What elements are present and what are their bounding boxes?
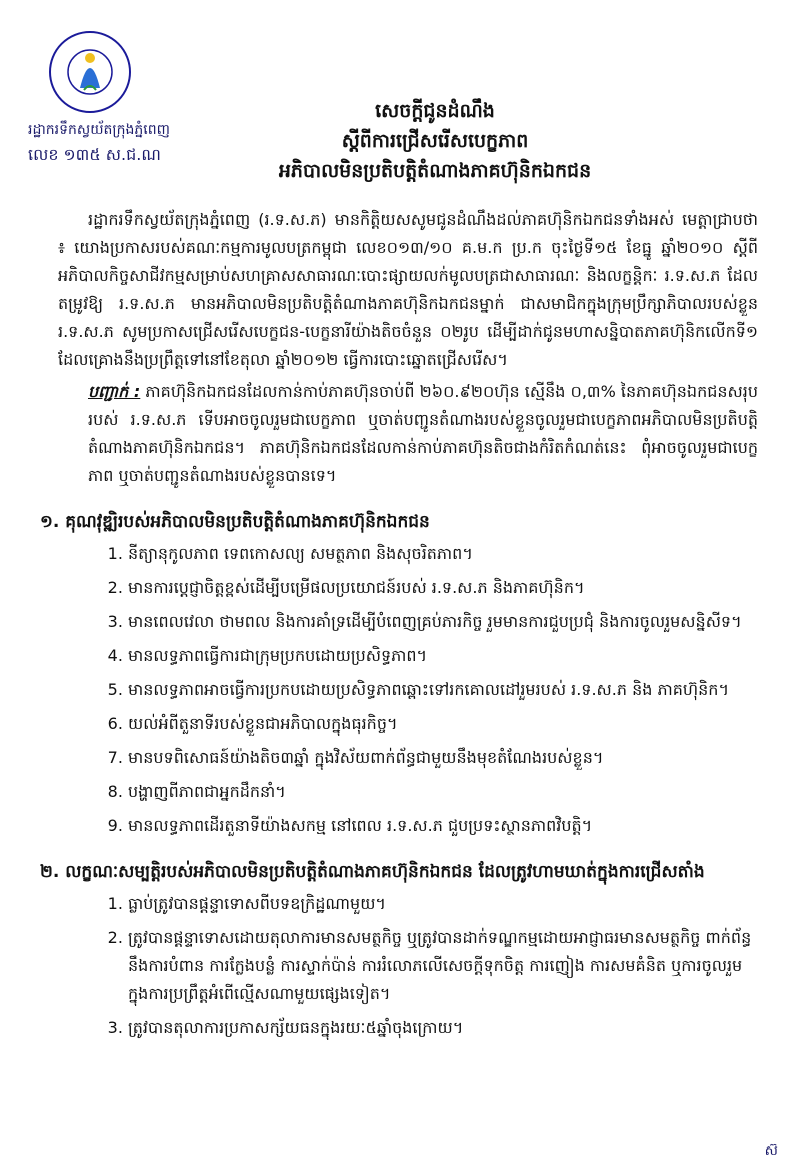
list-item: 5. មានលទ្ធភាពអាចធ្វើការប្រកបដោយប្រសិទ្ធភាពឆ្ពោះទៅរកគោលដៅរួមរបស់ រ.ទ.ស.ភ និង ភាគហ៊ុនិក។ — [128, 676, 758, 704]
reference-number: លេខ ១៣៥ ស.ជ.ណ — [28, 145, 161, 164]
list-item: 7. មានបទពិសោធន៍យ៉ាងតិច៣ឆ្នាំ ក្នុងវិស័យពាក់ព័ន្ធជាមួយនឹងមុខតំណែងរបស់ខ្លួន។ — [128, 744, 758, 772]
title-line-1: សេចក្តីជូនដំណឹង — [375, 100, 495, 122]
authority-logo — [34, 28, 146, 116]
organization-name: រដ្ឋាករទឹកស្វយ័តក្រុងភ្នំពេញ — [28, 122, 170, 138]
note-text: ភាគហ៊ុនិកឯកជនដែលកាន់កាប់ភាគហ៊ុនចាប់ពី ២៦០.៩២០ហ៊ុន ស្មើនឹង ០,៣% នៃភាគហ៊ុនឯកជនសរុបរបស់ រ.ទ.ស.ភ ទើបអាចចូលរួមជាបេក្ខភាព ឬចាត់បញ្ជូនតំណាងរបស់ខ្លួនចូលរួមជាបេក្ខភាពអភិបាលមិនប្រតិបត្តិតំណាងភាគហ៊ុនិកឯកជន។ ភាគហ៊ុនិកឯកជនដែលកាន់កាប់ភាគហ៊ុនតិចជាងកំរិតកំណត់នេះ ពុំអាចចូលរួមជាបេក្ខភាព ឬចាត់បញ្ជូនតំណាងរបស់ខ្លួនបានទេ។ — [88, 382, 759, 485]
section-1-heading: ១. គុណវុឌ្ឍិរបស់អភិបាលមិនប្រតិបត្តិតំណាងភាគហ៊ុនិកឯកជន — [40, 512, 430, 532]
note-label: បញ្ជាក់ : — [88, 382, 141, 401]
list-item: 2. មានការប្តេជ្ញាចិត្តខ្ពស់ដើម្បីបម្រើផលប្រយោជន៍របស់ រ.ទ.ស.ភ និងភាគហ៊ុនិក។ — [128, 574, 758, 602]
section-1-list — [58, 540, 758, 840]
title-line-3: អភិបាលមិនប្រតិបត្តិតំណាងភាគហ៊ុនិកឯកជន — [278, 160, 592, 182]
list-item: 4. មានលទ្ធភាពធ្វើការជាក្រុមប្រកបដោយប្រសិទ្ធភាព។ — [128, 642, 758, 670]
list-item: 6. យល់អំពីតួនាទីរបស់ខ្លួនជាអភិបាលក្នុងធុរកិច្ច។ — [128, 710, 758, 738]
note-paragraph — [58, 378, 758, 490]
list-item: 8. បង្ហាញពីភាពជាអ្នកដឹកនាំ។ — [128, 778, 758, 806]
signature-initials: ស៊ — [764, 1143, 778, 1159]
list-item: 9. មានលទ្ធភាពដើរតួនាទីយ៉ាងសកម្ម នៅពេល រ.ទ.ស.ភ ជួបប្រទះស្ថានភាពវិបត្តិ។ — [128, 812, 758, 840]
list-item: 1. ធ្លាប់ត្រូវបានផ្តន្ទាទោសពីបទឧក្រិដ្ឋណាមួយ។ — [128, 890, 758, 918]
list-item: 3. មានពេលវេលា ថាមពល និងការគាំទ្រដើម្បីបំពេញគ្រប់ភារកិច្ច រួមមានការជួបប្រជុំ និងការចូលរួមសន្និសីទ។ — [128, 608, 758, 636]
intro-paragraph: រដ្ឋាករទឹកស្វយ័តក្រុងភ្នំពេញ (រ.ទ.ស.ភ) មានកិត្តិយសសូមជូនដំណឹងដល់ភាគហ៊ុនិកឯកជនទាំងអស់ មេត្តាជ្រាបថា ៖ យោងប្រកាសរបស់គណៈកម្មការមូលបត្រកម្ពុជា លេខ០១៣/១០ គ.ម.ក ប្រ.ក ចុះថ្ងៃទី១៥ ខែធ្នូ ឆ្នាំ២០១០ ស្តីពីអភិបាលកិច្ចសាជីវកម្មសម្រាប់សហគ្រាសសាធារណៈបោះផ្សាយលក់មូលបត្រជាសាធារណៈ និងលក្ខន្តិកៈ រ.ទ.ស.ភ ដែលតម្រូវឱ្យ រ.ទ.ស.ភ មានអភិបាលមិនប្រតិបត្តិតំណាងភាគហ៊ុនិកឯកជនម្នាក់ ជាសមាជិកក្នុងក្រុមប្រឹក្សាភិបាលរបស់ខ្លួន រ.ទ.ស.ភ សូមប្រកាសជ្រើសរើសបេក្ខជន-បេក្ខនារីយ៉ាងតិចចំនួន ០២រូប ដើម្បីដាក់ជូនមហាសន្និបាតភាគហ៊ុនិកលើកទី១ ដែលគ្រោងនឹងប្រព្រឹត្តទៅនៅខែតុលា ឆ្នាំ២០១២ ធ្វើការបោះឆ្នោតជ្រើសរើស។ — [58, 210, 758, 369]
logo-emblem-icon — [34, 28, 146, 116]
title-line-2: ស្តីពីការជ្រើសរើសបេក្ខភាព — [341, 130, 529, 152]
document-title — [200, 96, 670, 186]
document-body — [40, 206, 759, 1048]
section-2-list — [58, 890, 758, 1042]
list-item: 1. នីត្យានុកូលភាព ទេពកោសល្យ សមត្ថភាព និងសុចរិតភាព។ — [128, 540, 758, 568]
list-item: 3. ត្រូវបានតុលាការប្រកាសក្ស័យធនក្នុងរយៈ៥ឆ្នាំចុងក្រោយ។ — [128, 1014, 758, 1042]
list-item: 2. ត្រូវបានផ្តន្ទាទោសដោយតុលាការមានសមត្ថកិច្ច ឬត្រូវបានដាក់ទណ្ឌកម្មដោយអាជ្ញាធរមានសមត្ថកិច្ច ពាក់ព័ន្ធនឹងការបំពាន ការក្លែងបន្លំ ការស្ទាក់ប៉ាន់ ការរំលោភលើសេចក្តីទុកចិត្ត ការញៀង ការសមគំនិត ឬការចូលរួមក្នុងការប្រព្រឹត្តអំពើល្មើសណាមួយផ្សេងទៀត។ — [128, 924, 758, 1008]
section-2-heading: ២. លក្ខណៈសម្បត្តិរបស់អភិបាលមិនប្រតិបត្តិតំណាងភាគហ៊ុនិកឯកជន ដែលត្រូវហាមឃាត់ក្នុងការជ្រើសតាំង — [40, 862, 705, 882]
